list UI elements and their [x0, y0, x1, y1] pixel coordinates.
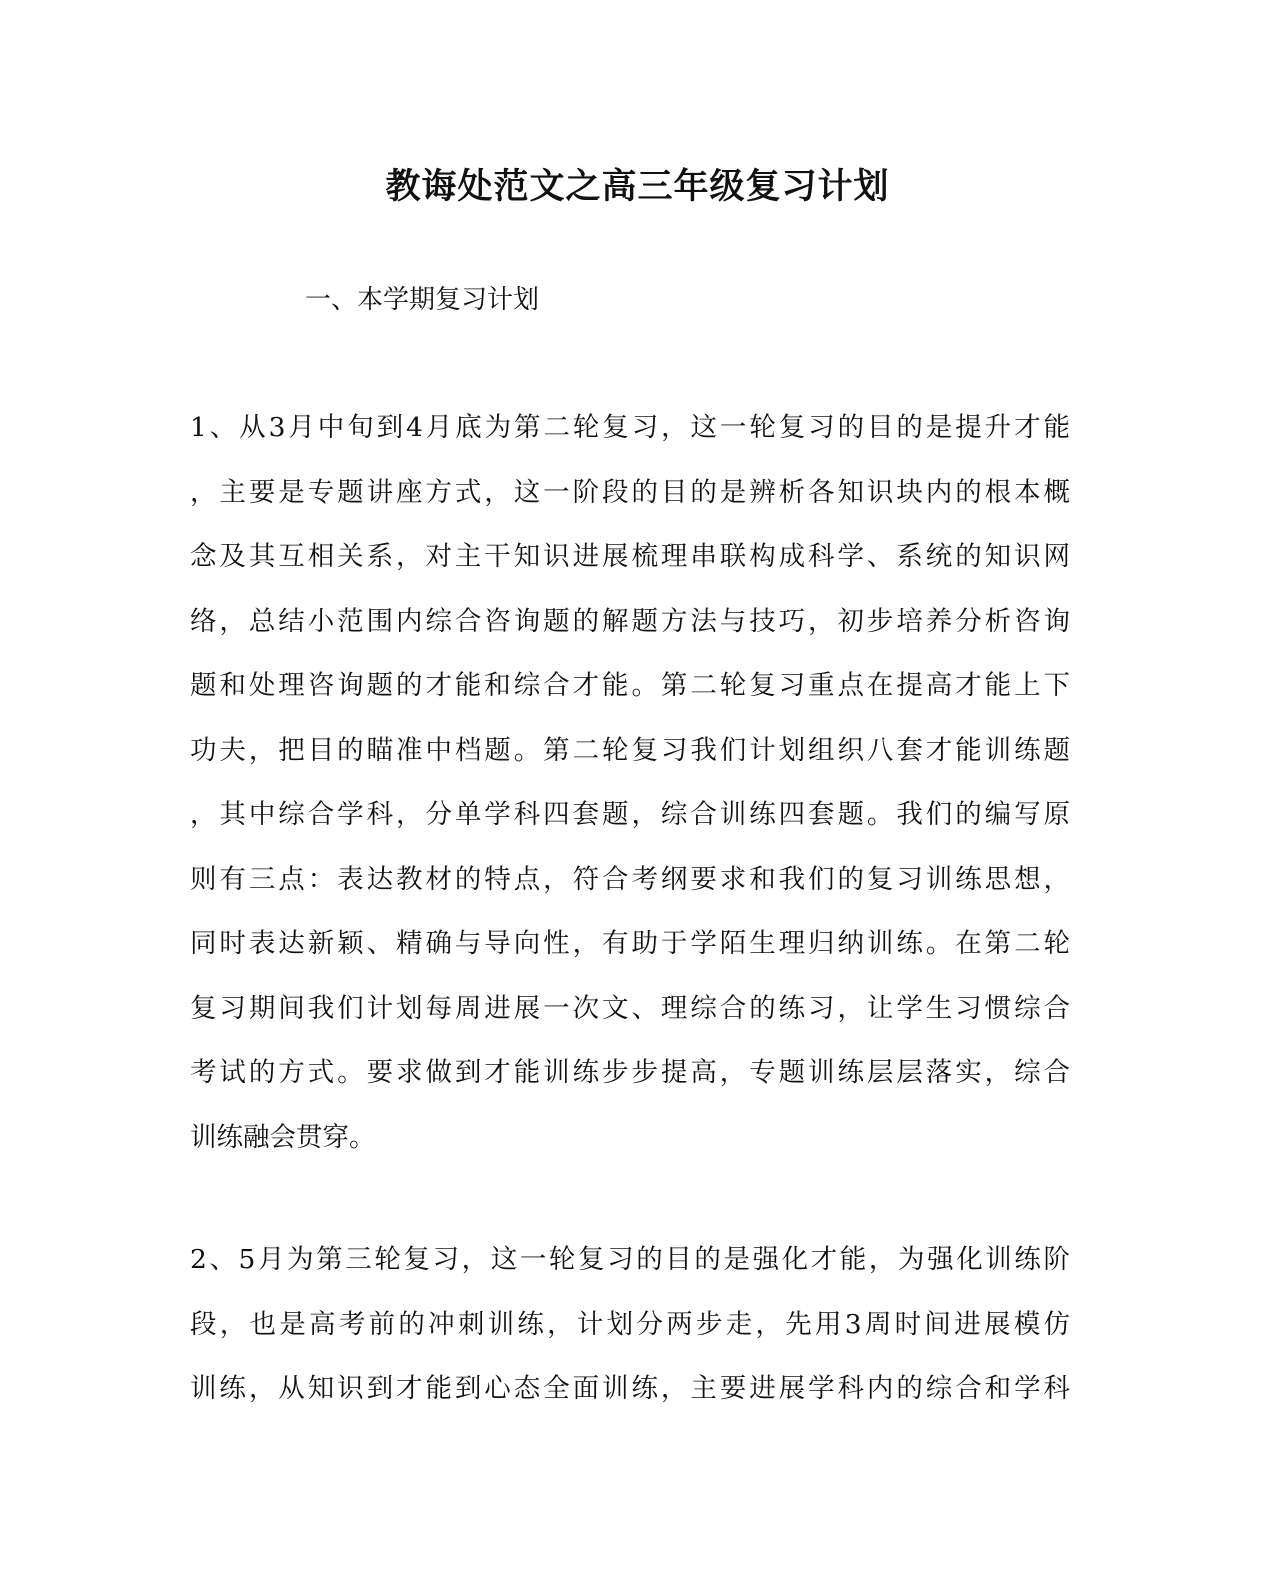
paragraph-line: 复习期间我们计划每周进展一次文、理综合的练习，让学生习惯综合	[190, 992, 1070, 1024]
paragraph-line: ，其中综合学科，分单学科四套题，综合训练四套题。我们的编写原	[190, 799, 1070, 830]
paragraph-1	[190, 404, 1070, 1178]
paragraph-line: 念及其互相关系，对主干知识进展梳理串联构成科学、系统的知识网	[190, 541, 1070, 572]
section-heading: 一、本学期复习计划	[305, 285, 540, 315]
paragraph-line: 同时表达新颖、精确与导向性，有助于学陌生理归纳训练。在第二轮	[190, 928, 1070, 959]
paragraph-line: 段，也是高考前的冲刺训练，计划分两步走，先用3周时间进展模仿	[190, 1308, 1070, 1340]
paragraph-line: ，主要是专题讲座方式，这一阶段的目的是辨析各知识块内的根本概	[190, 476, 1070, 508]
paragraph-line: 2、5月为第三轮复习，这一轮复习的目的是强化才能，为强化训练阶	[190, 1244, 1070, 1275]
paragraph-line: 题和处理咨询题的才能和综合才能。第二轮复习重点在提高才能上下	[190, 670, 1070, 701]
paragraph-line: 功夫，把目的瞄准中档题。第二轮复习我们计划组织八套才能训练题	[190, 734, 1070, 766]
paragraph-line: 络，总结小范围内综合咨询题的解题方法与技巧，初步培养分析咨询	[190, 605, 1070, 637]
paragraph-line: 训练融会贯穿。	[190, 1121, 376, 1153]
paragraph-2	[190, 1236, 1070, 1430]
paragraph-line: 则有三点：表达教材的特点，符合考纲要求和我们的复习训练思想，	[190, 863, 1070, 895]
paragraph-line: 1、从3月中旬到4月底为第二轮复习，这一轮复习的目的是提升才能	[190, 412, 1070, 443]
document-title: 教诲处范文之高三年级复习计划	[385, 166, 890, 207]
paragraph-line: 考试的方式。要求做到才能训练步步提高，专题训练层层落实，综合	[190, 1057, 1070, 1088]
paragraph-line: 训练，从知识到才能到心态全面训练，主要进展学科内的综合和学科	[190, 1373, 1070, 1404]
